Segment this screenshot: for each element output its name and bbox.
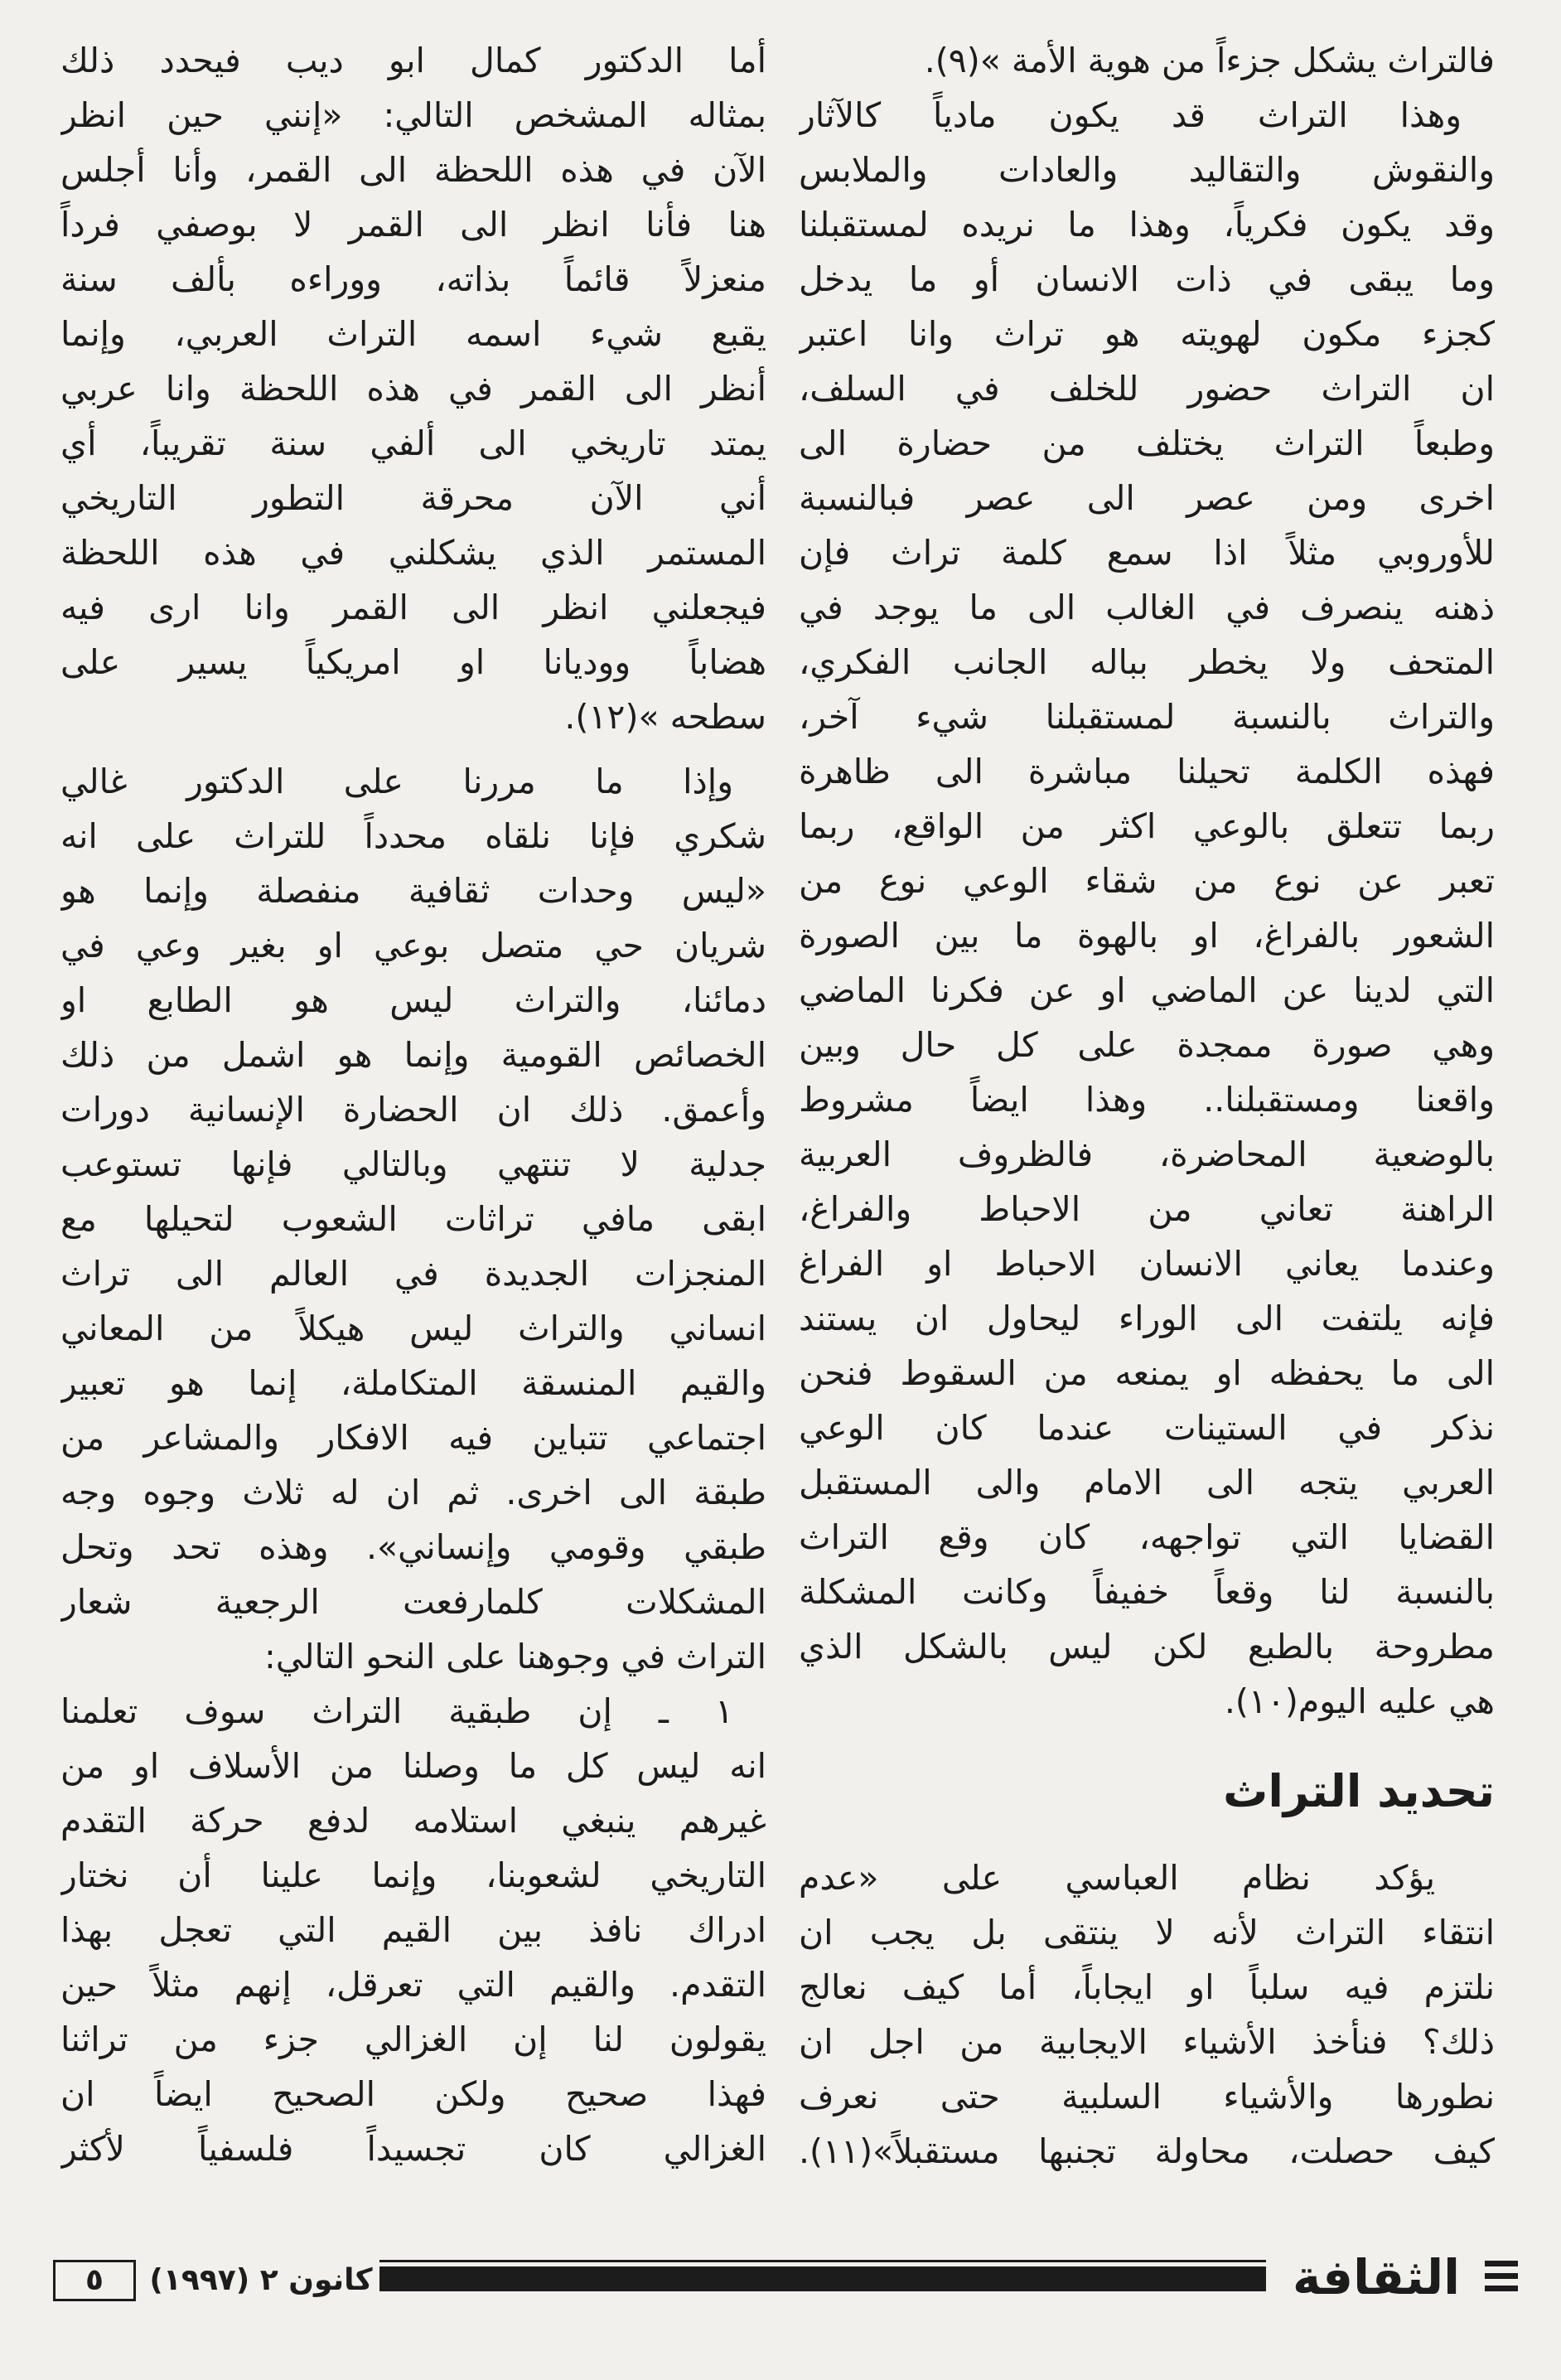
text-line: المتحف ولا يخطر بباله الجانب الفكري، xyxy=(799,642,1495,682)
text-line: يقبع شيء اسمه التراث العربي، وإنما xyxy=(60,314,766,354)
text-line: الى ما يحفظه او يمنعه من السقوط فنحن xyxy=(799,1353,1495,1393)
text-line: أنظر الى القمر في هذه اللحظة وانا عربي xyxy=(60,369,766,409)
text-line: ابقى مافي تراثات الشعوب لتحيلها مع xyxy=(60,1199,766,1239)
text-line: العربي يتجه الى الامام والى المستقبل xyxy=(799,1463,1495,1502)
text-line: نلتزم فيه سلباً او ايجاباً، أما كيف نعالج xyxy=(799,1967,1495,2007)
text-line: منعزلاً قائماً بذاته، ووراءه بألف سنة xyxy=(60,259,766,299)
text-line: وما يبقى في ذات الانسان أو ما يدخل xyxy=(799,259,1495,299)
text-line: انتقاء التراث لأنه لا ينتقى بل يجب ان xyxy=(799,1913,1495,1952)
text-line: فيجعلني انظر الى القمر وانا ارى فيه xyxy=(60,588,766,627)
text-line: أني الآن محرقة التطور التاريخي xyxy=(60,478,766,518)
text-line: وعندما يعاني الانسان الاحباط او الفراغ xyxy=(799,1244,1495,1284)
left-column xyxy=(60,33,766,2176)
text-line: كجزء مكون لهويته هو تراث وانا اعتبر xyxy=(799,314,1495,354)
text-line: طبقة الى اخرى. ثم ان له ثلاث وجوه وجه xyxy=(60,1473,766,1512)
text-line: اجتماعي تتباين فيه الافكار والمشاعر من xyxy=(60,1418,766,1458)
text-line: دمائنا، والتراث ليس هو الطابع او xyxy=(60,980,766,1020)
text-line: أما الدكتور كمال ابو ديب فيحدد ذلك xyxy=(60,41,766,80)
text-line: تعبر عن نوع من شقاء الوعي نوع من xyxy=(799,861,1495,901)
section-heading: تحديد التراث xyxy=(1223,1765,1495,1817)
page-number: ٥ xyxy=(53,2260,136,2301)
text-line: وهذا التراث قد يكون مادياً كالآثار xyxy=(799,95,1462,135)
text-line: الراهنة تعاني من الاحباط والفراغ، xyxy=(799,1189,1495,1229)
text-line: ذلك؟ فنأخذ الأشياء الايجابية من اجل ان xyxy=(799,2022,1495,2062)
text-line: نطورها والأشياء السلبية حتى نعرف xyxy=(799,2077,1495,2116)
text-line: للأوروبي مثلاً اذا سمع كلمة تراث فإن xyxy=(799,533,1495,573)
text-line: الخصائص القومية وإنما هو اشمل من ذلك xyxy=(60,1035,766,1075)
logo-bar xyxy=(1485,2286,1518,2291)
text-line: الآن في هذه اللحظة الى القمر، وأنا أجلس xyxy=(60,150,766,190)
text-line: غيرهم ينبغي استلامه لدفع حركة التقدم xyxy=(60,1801,766,1841)
text-line: طبقي وقومي وإنساني». وهذه تحد وتحل xyxy=(60,1527,766,1567)
text-line: هضاباً ووديانا او امريكياً يسير على xyxy=(60,642,766,682)
text-line: التراث في وجوهنا على النحو التالي: xyxy=(264,1637,766,1676)
text-line: الشعور بالفراغ، او بالهوة ما بين الصورة xyxy=(799,916,1495,955)
text-line: يؤكد نظام العباسي على «عدم xyxy=(799,1858,1435,1898)
text-line: والتراث بالنسبة لمستقبلنا شيء آخر، xyxy=(799,697,1495,737)
text-line: التقدم. والقيم التي تعرقل، إنهم مثلاً حين xyxy=(60,1965,766,2005)
paragraph xyxy=(799,33,1495,1729)
paragraph xyxy=(60,754,766,2176)
text-line: الغزالي كان تجسيداً فلسفياً لأكثر xyxy=(60,2129,766,2169)
text-line: فهذه الكلمة تحيلنا مباشرة الى ظاهرة xyxy=(799,752,1495,791)
text-line: والنقوش والتقاليد والعادات والملابس xyxy=(799,150,1495,190)
issue-date: كانون ٢ (١٩٩٧) xyxy=(149,2263,373,2297)
text-line: ادراك نافذ بين القيم التي تعجل بهذا xyxy=(60,1910,766,1950)
text-line: وهي صورة ممجدة على كل حال وبين xyxy=(799,1025,1495,1065)
text-line: واقعنا ومستقبلنا.. وهذا ايضاً مشروط xyxy=(799,1080,1495,1120)
magazine-logo: الثقافة xyxy=(1292,2249,1460,2305)
text-line: كيف حصلت، محاولة تجنبها مستقبلاً»(١١). xyxy=(799,2131,1495,2171)
text-line: جدلية لا تنتهي وبالتالي فإنها تستوعب xyxy=(60,1144,766,1184)
text-line: المشكلات كلمارفعت الرجعية شعار xyxy=(60,1582,766,1622)
right-column xyxy=(799,33,1495,2179)
text-line: فهذا صحيح ولكن الصحيح ايضاً ان xyxy=(60,2074,766,2114)
text-line: نذكر في الستينات عندما كان الوعي xyxy=(799,1408,1495,1448)
logo-bar xyxy=(1485,2273,1518,2279)
text-line: يقولون لنا إن الغزالي جزء من تراثنا xyxy=(60,2020,766,2059)
text-line: هي عليه اليوم(١٠). xyxy=(1224,1681,1495,1721)
text-line: شكري فإنا نلقاه محدداً للتراث على انه xyxy=(60,816,766,856)
text-line: والقيم المنسقة المتكاملة، إنما هو تعبير xyxy=(60,1363,766,1403)
text-line: التي لدينا عن الماضي او عن فكرنا الماضي xyxy=(799,970,1495,1010)
text-line: وأعمق. ذلك ان الحضارة الإنسانية دورات xyxy=(60,1090,766,1130)
footer-rule xyxy=(379,2260,1266,2262)
text-line: القضايا التي تواجهه، كان وقع التراث xyxy=(799,1517,1495,1557)
text-line: ان التراث حضور للخلف في السلف، xyxy=(799,369,1495,409)
footer-bar xyxy=(379,2266,1266,2291)
logo-bar xyxy=(1485,2261,1518,2266)
text-line: فالتراث يشكل جزءاً من هوية الأمة »(٩). xyxy=(924,41,1495,80)
text-line: شريان حي متصل بوعي او بغير وعي في xyxy=(60,926,766,965)
text-line: بالنسبة لنا وقعاً خفيفاً وكانت المشكلة xyxy=(799,1572,1495,1612)
text-line: ١ ـ إن طبقية التراث سوف تعلمنا xyxy=(60,1691,733,1731)
text-line: فإنه يلتفت الى الوراء ليحاول ان يستند xyxy=(799,1299,1495,1338)
text-line: المستمر الذي يشكلني في هذه اللحظة xyxy=(60,533,766,573)
text-line: «ليس وحدات ثقافية منفصلة وإنما هو xyxy=(60,871,766,911)
text-line: وطبعاً التراث يختلف من حضارة الى xyxy=(799,423,1495,463)
text-line: انه ليس كل ما وصلنا من الأسلاف او من xyxy=(60,1746,766,1786)
text-line: هنا فأنا انظر الى القمر لا بوصفي فرداً xyxy=(60,205,766,244)
text-line: التاريخي لشعوبنا، وإنما علينا أن نختار xyxy=(60,1855,766,1895)
text-line: ذهنه ينصرف في الغالب الى ما يوجد في xyxy=(799,588,1495,627)
text-line: يمتد تاريخي الى ألفي سنة تقريباً، أي xyxy=(60,423,766,463)
paragraph xyxy=(799,1850,1495,2179)
text-line: وإذا ما مررنا على الدكتور غالي xyxy=(60,762,733,801)
paragraph xyxy=(60,33,766,744)
text-line: وقد يكون فكرياً، وهذا ما نريده لمستقبلنا xyxy=(799,205,1495,244)
text-line: سطحه »(١٢). xyxy=(564,697,766,737)
text-line: اخرى ومن عصر الى عصر فبالنسبة xyxy=(799,478,1495,518)
text-line: بمثاله المشخص التالي: «إنني حين انظر xyxy=(60,95,766,135)
text-line: المنجزات الجديدة في العالم الى تراث xyxy=(60,1254,766,1294)
text-line: انساني والتراث ليس هيكلاً من المعاني xyxy=(60,1309,766,1348)
text-line: بالوضعية المحاضرة، فالظروف العربية xyxy=(799,1134,1495,1174)
text-line: مطروحة بالطبع لكن ليس بالشكل الذي xyxy=(799,1627,1495,1666)
logo-bars-icon xyxy=(1485,2261,1518,2294)
text-line: ربما تتعلق بالوعي اكثر من الواقع، ربما xyxy=(799,806,1495,846)
